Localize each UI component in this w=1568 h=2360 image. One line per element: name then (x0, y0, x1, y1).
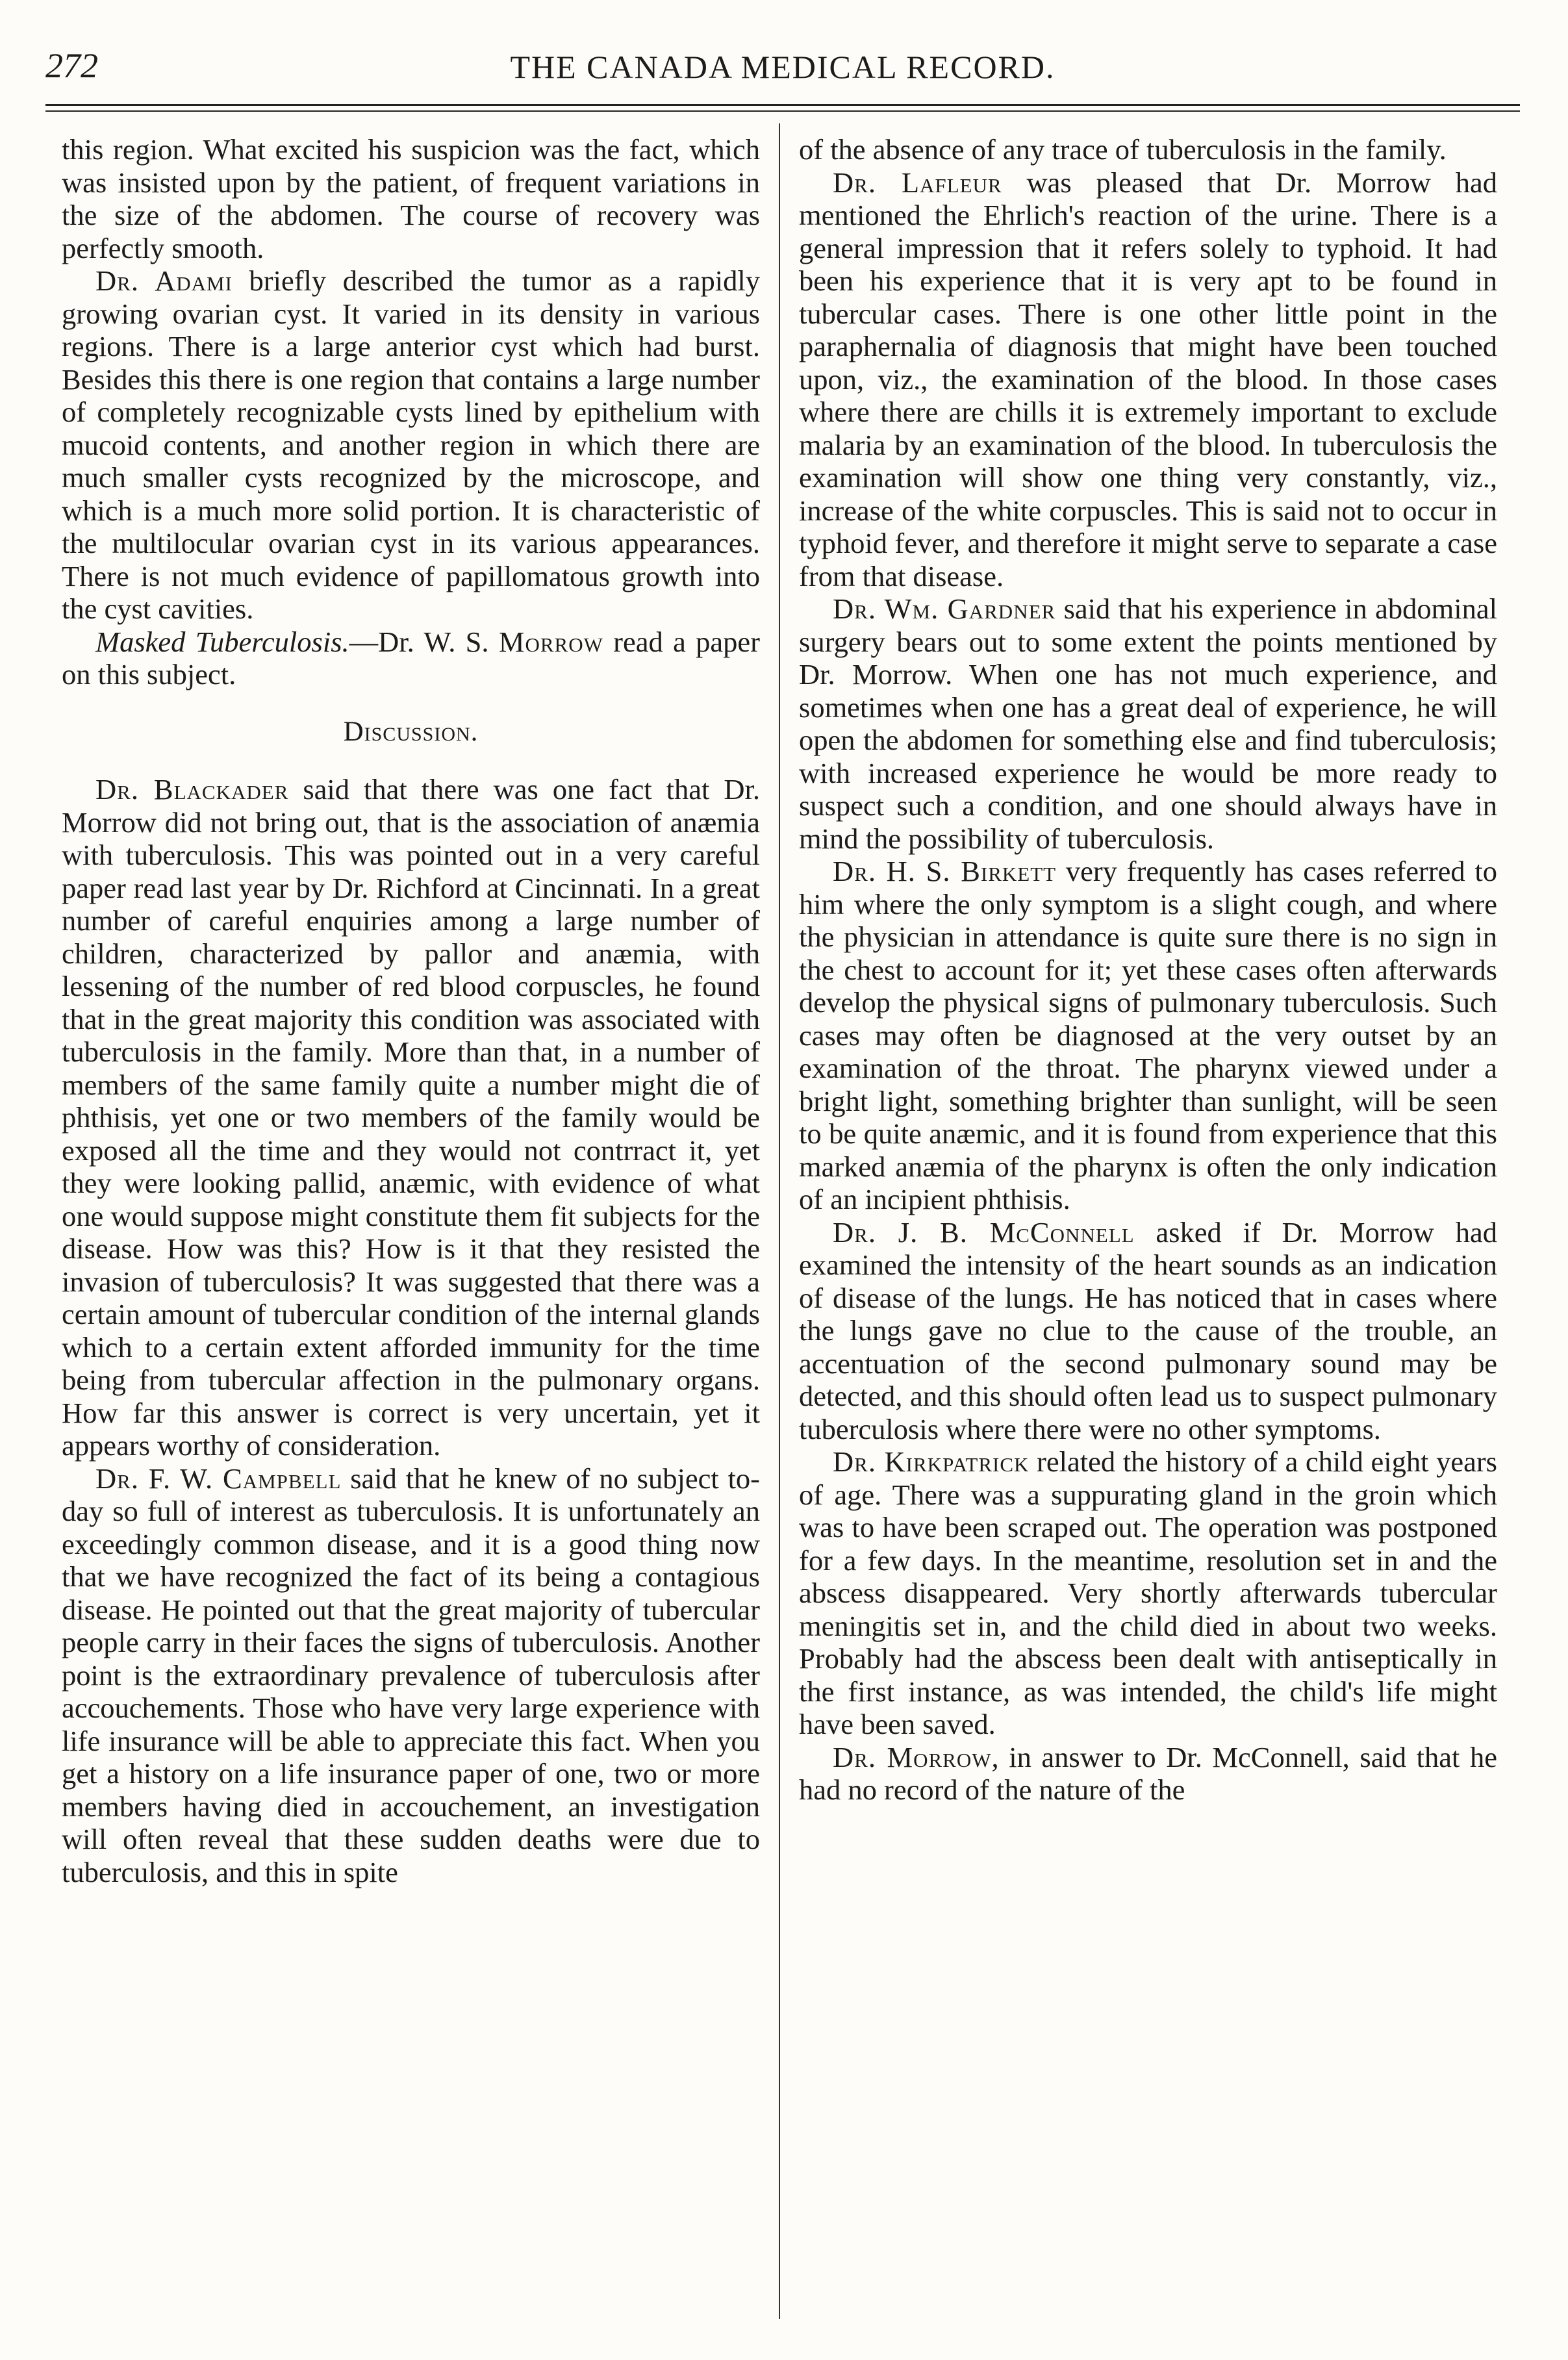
page-number: 272 (45, 46, 98, 85)
right-column (799, 133, 1497, 1807)
speaker-name: Dr. Morrow (833, 1740, 992, 1773)
speaker-name: Morrow (498, 625, 603, 658)
speaker-name: Dr. Adami (95, 264, 233, 297)
paragraph (62, 626, 760, 691)
paragraph (799, 133, 1497, 166)
speaker-name: Dr. F. W. Campbell (95, 1462, 342, 1495)
paragraph-text: asked if Dr. Morrow had examined the intensity of the heart sounds as an indication of disease of the lungs. He has noticed that in cases where the lungs gave no clue to the cause of the trouble, an accentuation of the second pulmonary sound may be detected, and this should often lead us to suspect pulmonary tuberculosis where there were no other symptoms. (799, 1215, 1497, 1445)
paragraph (799, 1741, 1497, 1807)
paragraph (62, 1462, 760, 1889)
paragraph-text: , in answer to Dr. McConnell, said that he had no record of the nature of the (799, 1740, 1497, 1806)
left-column (62, 133, 760, 1888)
paragraph (799, 592, 1497, 855)
speaker-name: Dr. Wm. Gardner (833, 592, 1056, 625)
paragraph (62, 773, 760, 1462)
column-divider (779, 123, 780, 2319)
paragraph (799, 1445, 1497, 1741)
paragraph (799, 166, 1497, 593)
header-rule-bottom (45, 110, 1520, 112)
page-header (45, 45, 1520, 97)
paragraph-text: this region. What excited his suspicion was the fact, which was insisted upon by the patient, of frequent variations in the size of the abdomen. The course of recovery was perfectly smooth. (62, 133, 760, 264)
paragraph-text: related the history of a child eight years of age. There was a suppurating gland in the groin which was to have been scraped out. The operation was postponed for a few days. In the meantime, resolution set in and the abscess disappeared. Very shortly afterwards tubercular meningitis set in, and the child died in about two weeks. Probably had the abscess been dealt with antiseptically in the first instance, as was intended, the child's life might have been saved. (799, 1445, 1497, 1740)
paragraph-text: —Dr. W. S. (349, 625, 499, 658)
paragraph-text: briefly described the tumor as a rapidly growing ovarian cyst. It varied in its density in various regions. There is a large anterior cyst which had burst. Besides this there is one region that contains a large number of completely recognizable cysts lined by epithelium with mucoid contents, and another region in which there are much smaller cysts recognized by the microscope, and which is a much more solid portion. It is characteristic of the multilocular ovarian cyst in its various appearances. There is not much evidence of papillomatous growth into the cyst cavities. (62, 264, 760, 625)
paragraph-text: said that his experience in abdominal surgery bears out to some extent the points mentioned by Dr. Morrow. When one has not much experience, and sometimes when one has a great deal of experience, he will open the abdomen for something else and find tuberculosis; with increased experience he would be more ready to suspect such a condition, and one should always have in mind the possibility of tuberculosis. (799, 592, 1497, 855)
paragraph-text: read a paper on this subject. (62, 625, 760, 691)
speaker-name: Dr. Lafleur (833, 166, 1002, 199)
section-heading: Discussion. (343, 716, 479, 747)
paragraph (62, 133, 760, 264)
speaker-name: Dr. H. S. Birkett (833, 855, 1057, 887)
paragraph (799, 855, 1497, 1216)
speaker-name: Dr. Blackader (95, 773, 289, 806)
speaker-name: Dr. J. B. McConnell (833, 1215, 1135, 1249)
paragraph-text: very frequently has cases referred to him where the only symptom is a slight cough, and where the physician in attendance is quite sure there is no sign in the chest to account for it; yet these cases often afterwards develop the physical signs of pulmonary tuberculosis. Such cases may often be diagnosed at the very outset by an examination of the throat. The pharynx viewed under a bright light, something brighter than sunlight, will be seen to be quite anæmic, and it is found from experience that this marked anæmia of the pharynx is often the only indication of an incipient phthisis. (799, 855, 1497, 1215)
paragraph-text: was pleased that Dr. Morrow had mentioned the Ehrlich's reaction of the urine. There is a general impression that it refers solely to typhoid. It had been his experience that it is very apt to be found in tubercular cases. There is one other little point in the paraphernalia of diagnosis that might have been touched upon, viz., the examination of the blood. In those cases where there are chills it is extremely important to exclude malaria by an examination of the blood. In tuberculosis the examination will show one thing very constantly, viz., increase of the white corpuscles. This is said not to occur in typhoid fever, and therefore it might serve to separate a case from that disease. (799, 166, 1497, 592)
paragraph-text: of the absence of any trace of tuberculosis in the family. (799, 133, 1447, 166)
journal-title: THE CANADA MEDICAL RECORD. (510, 49, 1056, 85)
paragraph (62, 264, 760, 626)
paragraph-text: said that he knew of no subject to-day so full of interest as tuberculosis. It is unfortunately an exceedingly common disease, and it is a good thing now that we have recognized the fact of its being a contagious disease. He pointed out that the great majority of tubercular people carry in their faces the signs of tuberculosis. Another point is the extraordinary prevalence of tuberculosis after accouchements. Those who have very large experience with life insurance will be able to appreciate this fact. When you get a history on a life insurance paper of one, two or more members having died in accouchement, an investigation will often reveal that these sudden deaths were due to tuberculosis, and this in spite (62, 1462, 760, 1888)
speaker-name: Dr. Kirkpatrick (833, 1445, 1030, 1478)
paragraph (799, 1216, 1497, 1446)
paper-title: Masked Tuberculosis. (95, 625, 349, 658)
header-rule-top (45, 104, 1520, 106)
paragraph-text: said that there was one fact that Dr. Morrow did not bring out, that is the association of anæmia with tuberculosis. This was pointed out in a very careful paper read last year by Dr. Richford at Cincinnati. In a great number of careful enquiries among a large number of children, characterized by pallor and anæmia, with lessening of the number of red blood corpuscles, he found that in the great majority this condition was associated with tuberculosis in the family. More than that, in a number of members of the same family quite a number might die of phthisis, yet one or two members of the family would be exposed all the time and they would not contrract it, yet they were looking pallid, anæmic, with evidence of what one would suppose might constitute them fit subjects for the disease. How was this? How is it that they resisted the invasion of tuberculosis? It was suggested that there was a certain amount of tubercular condition of the internal glands which to a certain extent afforded immunity for the time being from tubercular affection in the pulmonary organs. How far this answer is correct is very uncertain, yet it appears worthy of consideration. (62, 773, 760, 1462)
